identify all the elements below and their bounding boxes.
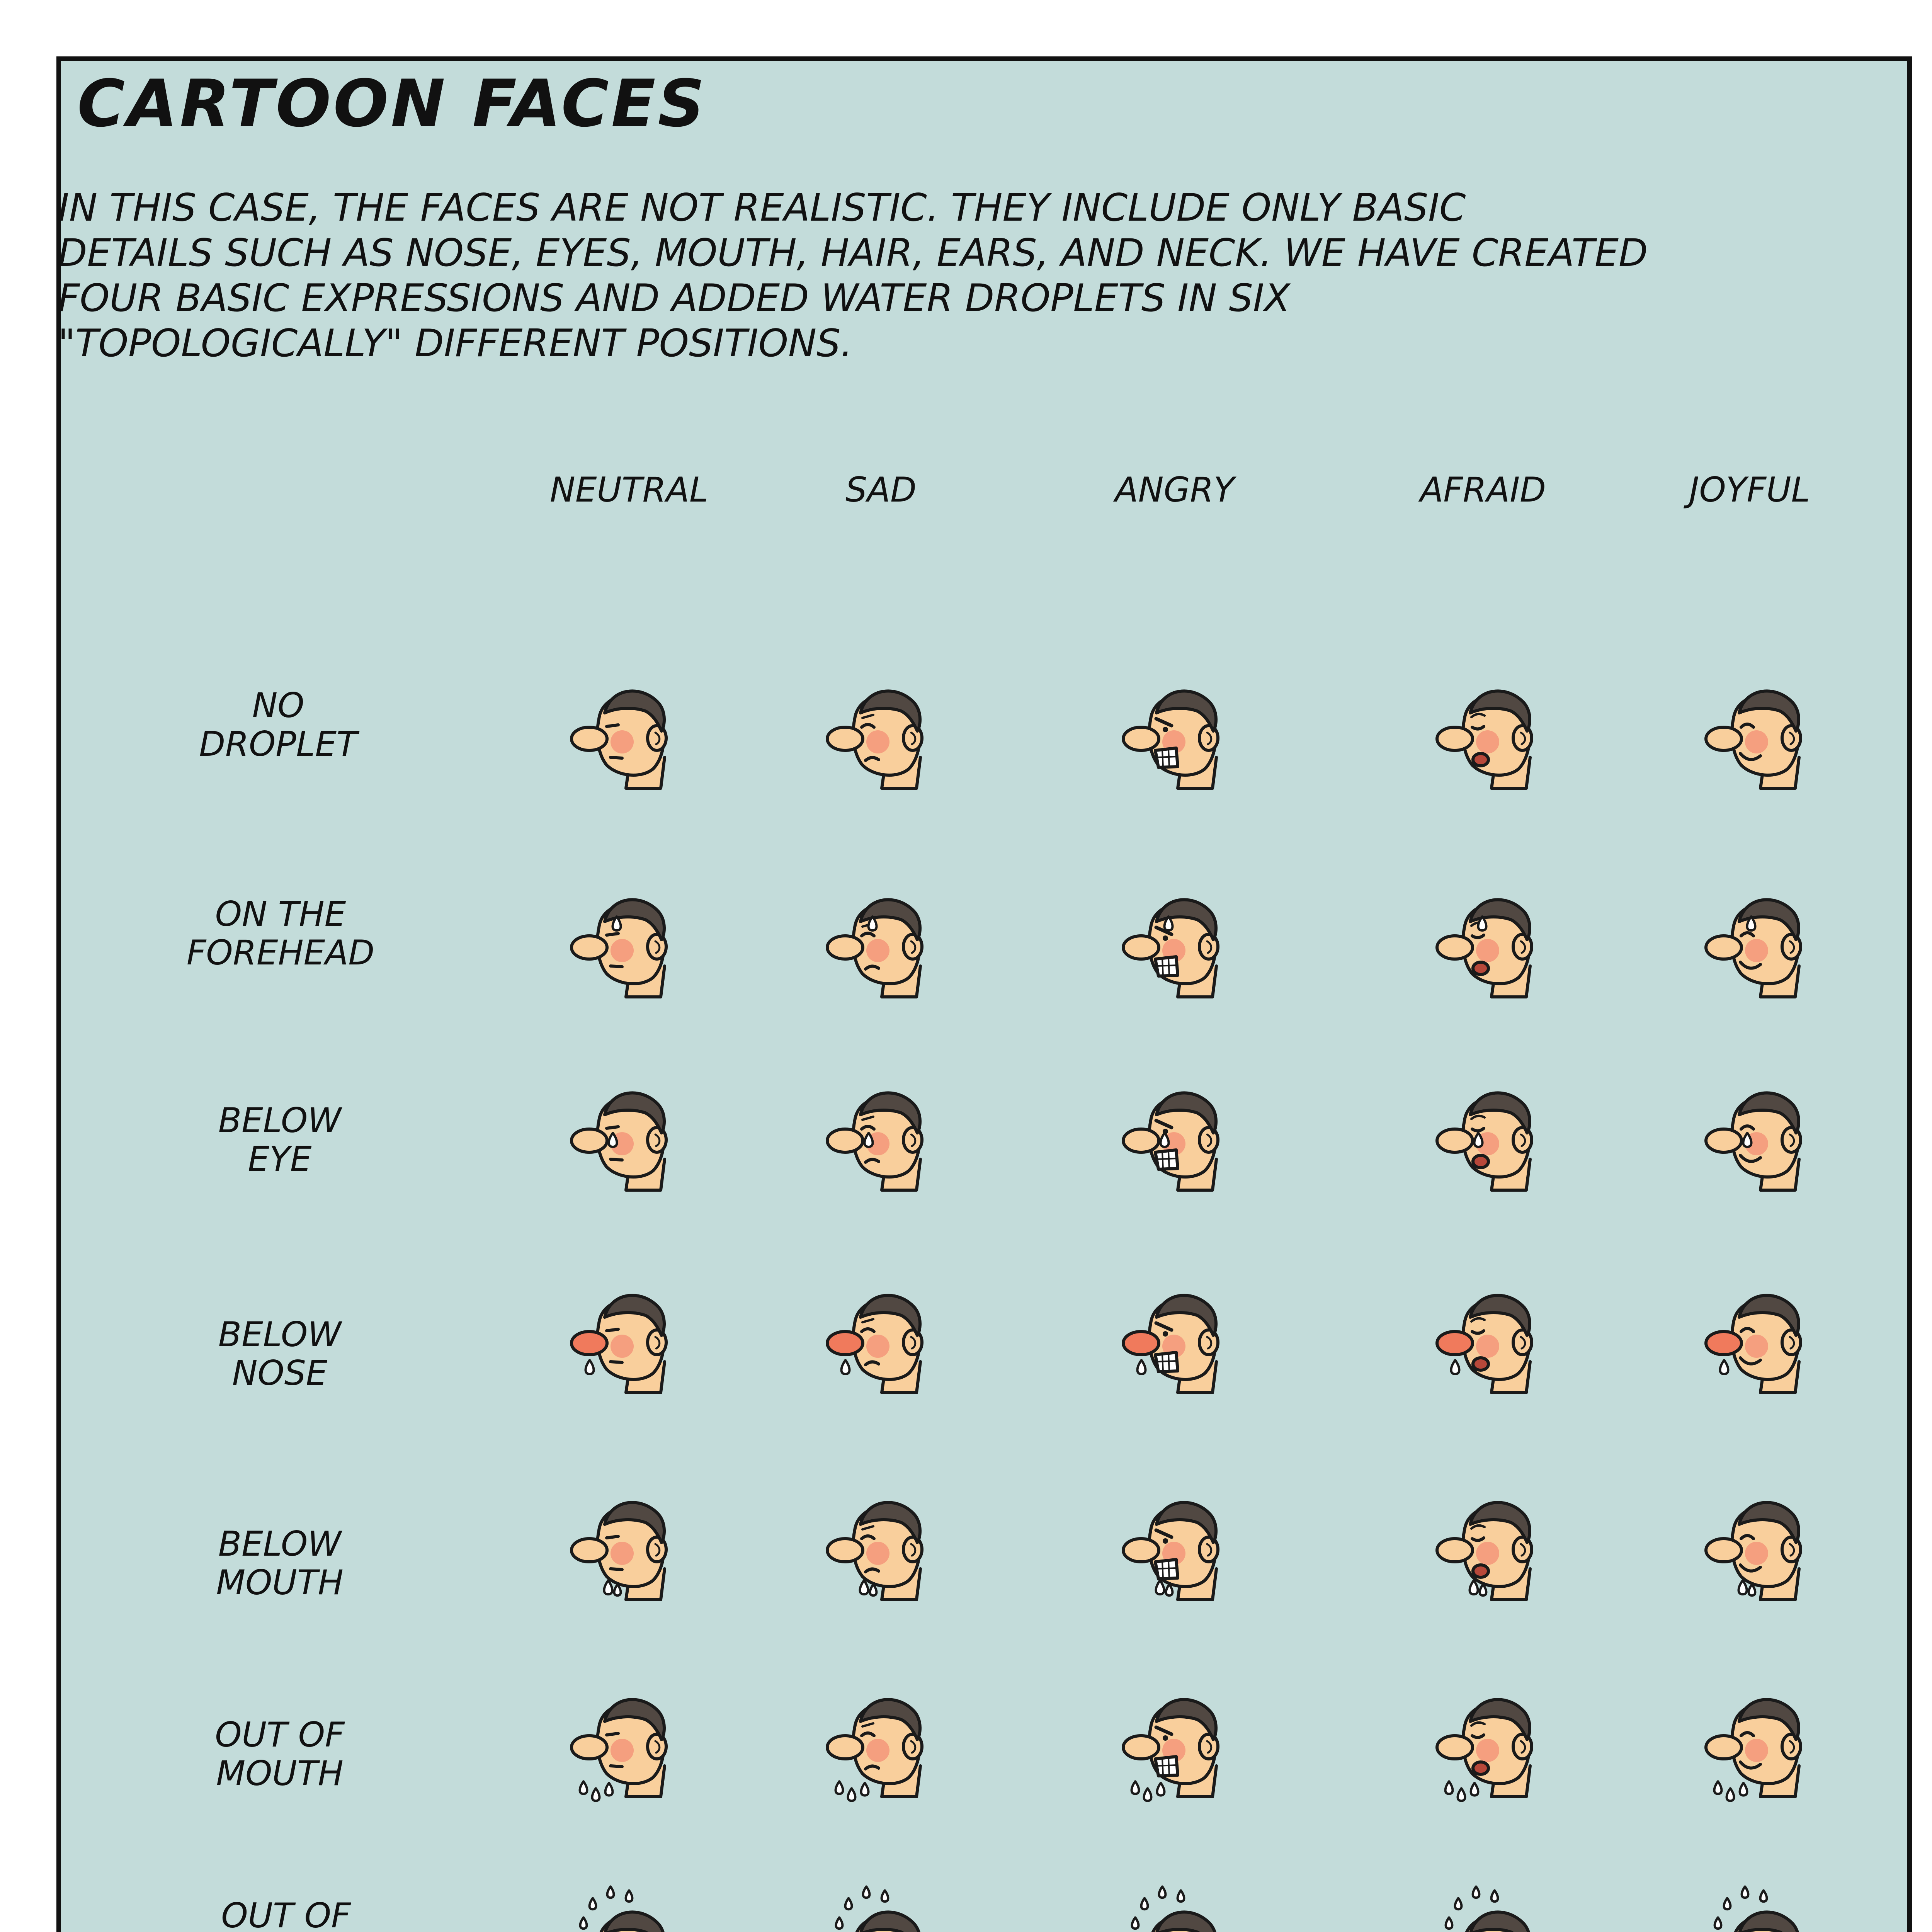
- hair: [1470, 1912, 1530, 1932]
- water-droplet: [1714, 1781, 1722, 1794]
- column-header-sad: SAD: [845, 470, 917, 510]
- column-header-joyful: JOYFUL: [1689, 470, 1810, 510]
- face-afraid-eye: [1437, 1093, 1532, 1190]
- water-droplet: [1156, 1580, 1164, 1594]
- nose: [1123, 1736, 1159, 1759]
- face-neutral-eye: [571, 1093, 666, 1190]
- face-sad-eye: [827, 1093, 922, 1190]
- face-angry-none: [1123, 691, 1218, 788]
- cheek: [1745, 1542, 1768, 1565]
- mouth: [1473, 1358, 1488, 1370]
- eye: [607, 1329, 618, 1331]
- face-joyful-forehead: [1706, 900, 1801, 997]
- row-header-line: BELOW: [218, 1524, 342, 1564]
- water-droplet: [870, 1584, 877, 1595]
- mouth: [1473, 1565, 1488, 1577]
- face-angry-forehead: [1123, 900, 1218, 997]
- face-neutral-none: [571, 691, 666, 788]
- face-sad-mouth: [827, 1502, 922, 1600]
- eye: [1163, 1538, 1168, 1544]
- column-header-neutral: NEUTRAL: [550, 470, 708, 510]
- nose: [827, 936, 863, 959]
- water-droplet: [1451, 1360, 1459, 1374]
- face-joyful-mouth: [1706, 1502, 1801, 1600]
- nose: [1706, 1736, 1742, 1759]
- hair: [1739, 1912, 1799, 1932]
- face-joyful-none: [1706, 691, 1801, 788]
- face-sad-none: [827, 691, 922, 788]
- nose: [571, 727, 607, 750]
- water-droplet: [1727, 1788, 1734, 1801]
- water-droplet: [836, 1917, 843, 1929]
- cheek: [1476, 1542, 1499, 1565]
- row-header-line: NO: [252, 685, 304, 725]
- eye: [1163, 935, 1168, 941]
- water-droplet: [580, 1917, 587, 1929]
- cheek: [1745, 730, 1768, 753]
- water-droplet: [1742, 1886, 1748, 1898]
- water-droplet: [1458, 1788, 1465, 1801]
- cheek: [866, 730, 889, 753]
- cheek: [1745, 1739, 1768, 1762]
- nose: [827, 1129, 863, 1152]
- column-header-angry: ANGRY: [1115, 470, 1235, 510]
- row-header-line: OUT OF: [221, 1896, 351, 1932]
- nose: [827, 727, 863, 750]
- water-droplet: [1144, 1788, 1151, 1801]
- nose: [827, 1332, 863, 1355]
- face-sad-out-mouth: [827, 1699, 922, 1801]
- cheek: [611, 730, 634, 753]
- water-droplet: [845, 1898, 852, 1909]
- nose: [1123, 936, 1159, 959]
- nose: [1123, 727, 1159, 750]
- face-afraid-out-mouth: [1437, 1699, 1532, 1801]
- water-droplet: [1715, 1917, 1721, 1929]
- hair: [605, 1912, 664, 1932]
- nose: [1437, 1736, 1473, 1759]
- water-droplet: [861, 1783, 869, 1795]
- water-droplet: [1178, 1890, 1184, 1901]
- water-droplet: [586, 1360, 594, 1374]
- water-droplet: [614, 1584, 621, 1595]
- face-angry-out-mouth: [1123, 1699, 1218, 1801]
- intro-line: "TOPOLOGICALLY" DIFFERENT POSITIONS.: [58, 321, 853, 366]
- row-header-line: FOREHEAD: [186, 933, 375, 973]
- hair: [861, 1912, 920, 1932]
- water-droplet: [1455, 1898, 1462, 1909]
- nose: [1123, 1539, 1159, 1562]
- water-droplet: [592, 1788, 600, 1801]
- nose: [1123, 1129, 1159, 1152]
- column-header-afraid: AFRAID: [1420, 470, 1546, 510]
- cheek: [866, 939, 889, 962]
- water-droplet: [1141, 1898, 1148, 1909]
- water-droplet: [1138, 1360, 1146, 1374]
- water-droplet: [1157, 1783, 1165, 1795]
- water-droplet: [1446, 1917, 1452, 1929]
- hair: [1156, 1912, 1216, 1932]
- nose: [1706, 727, 1742, 750]
- cheek: [866, 1335, 889, 1358]
- water-droplet: [1132, 1917, 1139, 1929]
- nose: [1437, 1539, 1473, 1562]
- eye: [1163, 727, 1168, 732]
- mouth: [1473, 962, 1488, 975]
- row-header-line: EYE: [248, 1139, 312, 1179]
- water-droplet: [1166, 1584, 1173, 1595]
- cheek: [866, 1542, 889, 1565]
- cheek: [611, 1335, 634, 1358]
- row-header-line: NOSE: [232, 1353, 328, 1393]
- mouth: [1473, 1155, 1488, 1168]
- eye: [607, 725, 618, 726]
- face-sad-out-forehead: [827, 1886, 922, 1932]
- cheek: [1476, 939, 1499, 962]
- face-angry-nose: [1123, 1295, 1218, 1393]
- eye: [607, 1127, 618, 1128]
- page-title: CARTOON FACES: [77, 66, 707, 141]
- mouth: [611, 1569, 622, 1570]
- row-header-line: MOUTH: [216, 1563, 344, 1602]
- face-afraid-forehead: [1437, 900, 1532, 997]
- nose: [1437, 1129, 1473, 1152]
- nose: [1706, 1539, 1742, 1562]
- nose: [1437, 936, 1473, 959]
- face-sad-forehead: [827, 900, 922, 997]
- eye: [607, 1536, 618, 1538]
- water-droplet: [1473, 1886, 1480, 1898]
- mouth: [611, 1766, 622, 1767]
- water-droplet: [1739, 1580, 1747, 1594]
- water-droplet: [580, 1781, 587, 1794]
- face-joyful-out-forehead: [1706, 1886, 1801, 1932]
- water-droplet: [590, 1898, 596, 1909]
- cheek: [611, 939, 634, 962]
- intro-line: IN THIS CASE, THE FACES ARE NOT REALISTIC. THEY INCLUDE ONLY BASIC: [58, 186, 1466, 230]
- face-angry-eye: [1123, 1093, 1218, 1190]
- face-angry-out-forehead: [1123, 1886, 1218, 1932]
- water-droplet: [604, 1580, 612, 1594]
- water-droplet: [1720, 1360, 1728, 1374]
- water-droplet: [1471, 1783, 1478, 1795]
- nose: [827, 1736, 863, 1759]
- nose: [1437, 1332, 1473, 1355]
- water-droplet: [848, 1788, 855, 1801]
- intro-line: DETAILS SUCH AS NOSE, EYES, MOUTH, HAIR, EARS, AND NECK. WE HAVE CREATED: [58, 231, 1648, 275]
- row-header-line: BELOW: [218, 1315, 342, 1354]
- row-header-line: MOUTH: [216, 1753, 344, 1793]
- mouth: [1473, 1762, 1488, 1774]
- row-header-line: BELOW: [218, 1100, 342, 1140]
- water-droplet: [860, 1580, 868, 1594]
- cheek: [1745, 939, 1768, 962]
- face-angry-mouth: [1123, 1502, 1218, 1600]
- nose: [1123, 1332, 1159, 1355]
- water-droplet: [1470, 1580, 1478, 1594]
- face-neutral-forehead: [571, 900, 666, 997]
- nose: [571, 1129, 607, 1152]
- face-joyful-nose: [1706, 1295, 1801, 1393]
- cheek: [1476, 1739, 1499, 1762]
- cheek: [611, 1542, 634, 1565]
- water-droplet: [1446, 1781, 1453, 1794]
- water-droplet: [1749, 1584, 1755, 1595]
- water-droplet: [626, 1890, 633, 1901]
- nose: [1706, 1129, 1742, 1152]
- eye: [607, 934, 618, 935]
- water-droplet: [1740, 1783, 1747, 1795]
- row-header-line: DROPLET: [199, 724, 357, 764]
- cheek: [1476, 1335, 1499, 1358]
- mouth: [611, 757, 622, 758]
- mouth: [611, 966, 622, 967]
- cheek: [1476, 730, 1499, 753]
- nose: [1437, 727, 1473, 750]
- water-droplet: [836, 1781, 843, 1794]
- face-neutral-out-mouth: [571, 1699, 666, 1801]
- nose: [571, 1332, 607, 1355]
- mouth: [611, 1159, 622, 1160]
- face-afraid-nose: [1437, 1295, 1532, 1393]
- cheek: [1745, 1335, 1768, 1358]
- eye: [607, 1733, 618, 1735]
- nose: [571, 1539, 607, 1562]
- eye: [1163, 1331, 1168, 1337]
- face-joyful-eye: [1706, 1093, 1801, 1190]
- nose: [571, 1736, 607, 1759]
- row-header-line: ON THE: [215, 894, 346, 934]
- water-droplet: [1159, 1886, 1166, 1898]
- water-droplet: [1492, 1890, 1498, 1901]
- water-droplet: [863, 1886, 870, 1898]
- face-afraid-mouth: [1437, 1502, 1532, 1600]
- face-joyful-out-mouth: [1706, 1699, 1801, 1801]
- face-sad-nose: [827, 1295, 922, 1393]
- eye: [1163, 1735, 1168, 1741]
- cheek: [866, 1739, 889, 1762]
- intro-line: FOUR BASIC EXPRESSIONS AND ADDED WATER DROPLETS IN SIX: [58, 276, 1290, 320]
- face-afraid-out-forehead: [1437, 1886, 1532, 1932]
- water-droplet: [1132, 1781, 1139, 1794]
- nose: [1706, 936, 1742, 959]
- face-neutral-mouth: [571, 1502, 666, 1600]
- cheek: [611, 1739, 634, 1762]
- water-droplet: [1760, 1890, 1767, 1901]
- face-afraid-none: [1437, 691, 1532, 788]
- nose: [827, 1539, 863, 1562]
- nose: [1706, 1332, 1742, 1355]
- mouth: [1473, 753, 1488, 766]
- water-droplet: [882, 1890, 888, 1901]
- water-droplet: [605, 1783, 613, 1795]
- water-droplet: [1480, 1584, 1486, 1595]
- water-droplet: [607, 1886, 614, 1898]
- water-droplet: [1724, 1898, 1731, 1909]
- nose: [571, 936, 607, 959]
- face-neutral-nose: [571, 1295, 666, 1393]
- water-droplet: [842, 1360, 850, 1374]
- face-neutral-out-forehead: [571, 1886, 666, 1932]
- row-header-line: OUT OF: [215, 1715, 345, 1755]
